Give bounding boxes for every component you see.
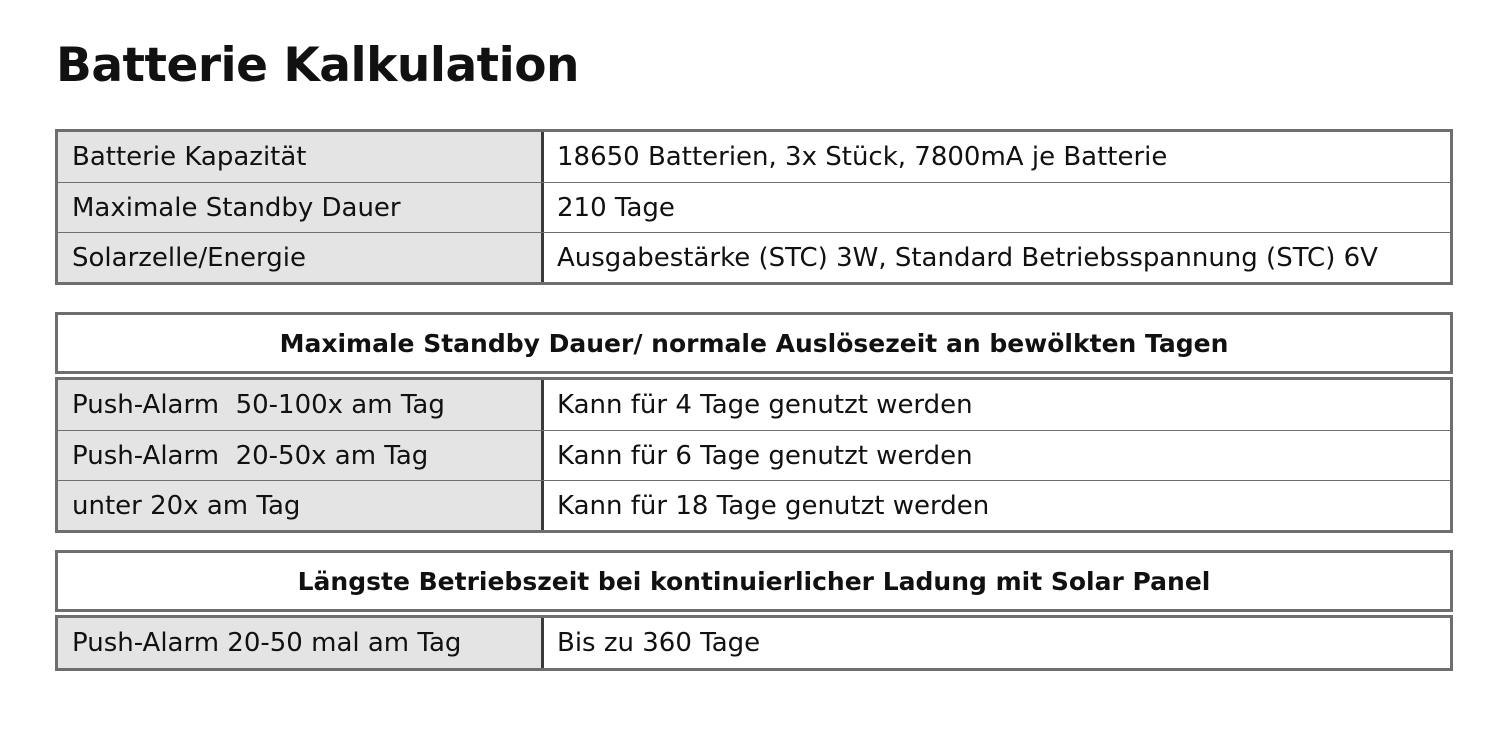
table-row (58, 232, 1450, 282)
standby-section-heading: Maximale Standby Dauer/ normale Auslösezeit an bewölkten Tagen (55, 312, 1453, 374)
table-row (58, 182, 1450, 232)
row-label: Batterie Kapazität (58, 132, 544, 182)
row-value: Ausgabestärke (STC) 3W, Standard Betriebsspannung (STC) 6V (557, 242, 1378, 273)
row-value: 18650 Batterien, 3x Stück, 7800mA je Batterie (557, 142, 1168, 172)
standby-table (55, 377, 1453, 533)
page-title: Batterie Kalkulation (56, 38, 579, 93)
row-value: 210 Tage (557, 192, 675, 223)
solar-table (55, 615, 1453, 671)
row-label: Maximale Standby Dauer (58, 183, 544, 232)
row-value: Kann für 18 Tage genutzt werden (557, 490, 990, 521)
row-value: Bis zu 360 Tage (557, 628, 761, 658)
table-row (58, 430, 1450, 480)
row-label: Push-Alarm 20-50 mal am Tag (58, 618, 544, 668)
row-value: Kann für 6 Tage genutzt werden (557, 440, 973, 471)
solar-section-heading: Längste Betriebszeit bei kontinuierlicher Ladung mit Solar Panel (55, 550, 1453, 612)
table-row (58, 380, 1450, 430)
row-label: unter 20x am Tag (58, 481, 544, 530)
row-label: Push-Alarm 50-100x am Tag (58, 380, 544, 430)
table-row (58, 480, 1450, 530)
row-label: Solarzelle/Energie (58, 233, 544, 282)
table-row (58, 618, 1450, 668)
row-value: Kann für 4 Tage genutzt werden (557, 390, 973, 420)
specs-table (55, 129, 1453, 285)
row-label: Push-Alarm 20-50x am Tag (58, 431, 544, 480)
table-row (58, 132, 1450, 182)
